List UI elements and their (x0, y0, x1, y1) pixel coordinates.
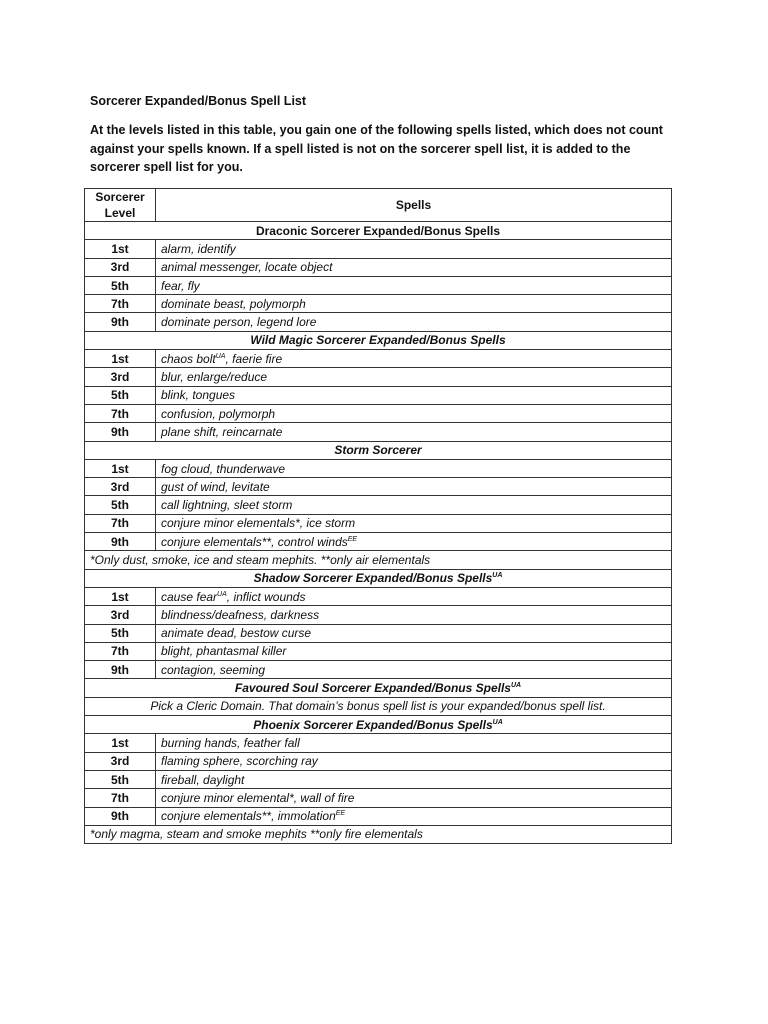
spells-cell: confusion, polymorph (156, 404, 672, 422)
table-row (85, 752, 672, 770)
level-cell: 9th (85, 533, 156, 551)
level-cell: 1st (85, 459, 156, 477)
spell-text: , inflict wounds (226, 589, 306, 604)
spell-text: conjure elementals**, immolation (161, 809, 336, 824)
section-row (85, 222, 672, 240)
table-row (85, 295, 672, 313)
spells-cell: blur, enlarge/reduce (156, 368, 672, 386)
section-row (85, 569, 672, 587)
footnote-phoenix: *only magma, steam and smoke mephits **only fire elementals (85, 825, 672, 843)
level-cell: 3rd (85, 752, 156, 770)
table-row (85, 734, 672, 752)
document-title: Sorcerer Expanded/Bonus Spell List (90, 94, 307, 108)
spells-cell: dominate beast, polymorph (156, 295, 672, 313)
table-row (85, 661, 672, 679)
spells-cell (156, 587, 672, 605)
spells-cell: gust of wind, levitate (156, 478, 672, 496)
table-row (85, 496, 672, 514)
spells-cell: animate dead, bestow curse (156, 624, 672, 642)
level-cell: 9th (85, 313, 156, 331)
table-row (85, 386, 672, 404)
table-row (85, 624, 672, 642)
level-cell: 1st (85, 734, 156, 752)
spells-cell: conjure minor elemental*, wall of fire (156, 789, 672, 807)
source-superscript: UA (217, 590, 227, 598)
table-row (85, 258, 672, 276)
level-cell: 5th (85, 496, 156, 514)
section-title-text: Draconic Sorcerer Expanded/Bonus Spells (255, 223, 501, 238)
table-row (85, 642, 672, 660)
note-row (85, 825, 672, 843)
spells-cell: blight, phantasmal killer (156, 642, 672, 660)
spells-cell: blindness/deafness, darkness (156, 606, 672, 624)
spells-cell (156, 533, 672, 551)
level-cell: 9th (85, 423, 156, 441)
level-cell: 7th (85, 404, 156, 422)
section-title-draconic (85, 222, 672, 240)
spells-cell: contagion, seeming (156, 661, 672, 679)
section-title-text: Wild Magic Sorcerer Expanded/Bonus Spells (250, 333, 506, 348)
table-row (85, 368, 672, 386)
table-row (85, 770, 672, 788)
section-title-favoured-soul (85, 679, 672, 697)
spells-cell: alarm, identify (156, 240, 672, 258)
level-cell: 7th (85, 642, 156, 660)
spells-cell: flaming sphere, scorching ray (156, 752, 672, 770)
section-title-storm (85, 441, 672, 459)
spells-cell: dominate person, legend lore (156, 313, 672, 331)
table-row (85, 807, 672, 825)
source-superscript: UA (510, 682, 522, 690)
level-cell: 7th (85, 514, 156, 532)
favoured-soul-instruction: Pick a Cleric Domain. That domain’s bonus spell list is your expanded/bonus spell list. (85, 697, 672, 715)
spells-cell: burning hands, feather fall (156, 734, 672, 752)
table-row (85, 514, 672, 532)
header-level-line1: Sorcerer (95, 190, 145, 204)
spells-cell (156, 807, 672, 825)
header-sorcerer-level (85, 189, 156, 222)
section-title-text: Shadow Sorcerer Expanded/Bonus Spells (253, 571, 493, 586)
level-cell: 9th (85, 661, 156, 679)
level-cell: 7th (85, 295, 156, 313)
spell-text: cause fear (161, 589, 218, 604)
level-cell: 3rd (85, 478, 156, 496)
spells-cell: fog cloud, thunderwave (156, 459, 672, 477)
section-row (85, 331, 672, 349)
section-title-text: Phoenix Sorcerer Expanded/Bonus Spells (253, 717, 493, 732)
level-cell: 1st (85, 240, 156, 258)
spells-cell: call lightning, sleet storm (156, 496, 672, 514)
table-row (85, 789, 672, 807)
section-row (85, 679, 672, 697)
section-title-wild-magic (85, 331, 672, 349)
level-cell: 7th (85, 789, 156, 807)
table-row (85, 404, 672, 422)
source-superscript: EE (347, 535, 358, 543)
spells-cell: animal messenger, locate object (156, 258, 672, 276)
table-row (85, 240, 672, 258)
section-title-text: Storm Sorcerer (334, 443, 422, 458)
source-superscript: EE (335, 810, 346, 818)
table-row (85, 350, 672, 368)
section-title-phoenix (85, 716, 672, 734)
level-cell: 1st (85, 587, 156, 605)
spell-text: conjure elementals**, control winds (161, 534, 348, 549)
level-cell: 3rd (85, 606, 156, 624)
spells-cell: fear, fly (156, 276, 672, 294)
spells-cell (156, 350, 672, 368)
level-cell: 3rd (85, 258, 156, 276)
level-cell: 9th (85, 807, 156, 825)
header-spells: Spells (156, 189, 672, 222)
level-cell: 5th (85, 624, 156, 642)
section-row (85, 441, 672, 459)
section-title-shadow (85, 569, 672, 587)
intro-paragraph: At the levels listed in this table, you gain one of the following spells listed, which does not count against your spells known. If a spell listed is not on the sorcerer spell list, it is added to the sorcerer spell list for you. (90, 123, 663, 174)
level-cell: 1st (85, 350, 156, 368)
source-superscript: UA (492, 572, 503, 580)
pick-row (85, 697, 672, 715)
table-row (85, 313, 672, 331)
header-level-line2: Level (104, 206, 136, 220)
note-row (85, 551, 672, 569)
level-cell: 5th (85, 276, 156, 294)
table-row (85, 587, 672, 605)
level-cell: 5th (85, 770, 156, 788)
table-row (85, 606, 672, 624)
spells-cell: conjure minor elementals*, ice storm (156, 514, 672, 532)
table-row (85, 533, 672, 551)
spell-text: chaos bolt (161, 351, 216, 366)
spells-cell: plane shift, reincarnate (156, 423, 672, 441)
table-row (85, 276, 672, 294)
level-cell: 5th (85, 386, 156, 404)
table-header-row (85, 189, 672, 222)
spells-cell: fireball, daylight (156, 770, 672, 788)
footnote-storm: *Only dust, smoke, ice and steam mephits. **only air elementals (85, 551, 672, 569)
section-row (85, 716, 672, 734)
table-row (85, 478, 672, 496)
level-cell: 3rd (85, 368, 156, 386)
table-row (85, 423, 672, 441)
source-superscript: UA (215, 352, 226, 360)
section-title-text: Favoured Soul Sorcerer Expanded/Bonus Spells (234, 681, 511, 696)
table-row (85, 459, 672, 477)
spells-cell: blink, tongues (156, 386, 672, 404)
spell-text: , faerie fire (225, 351, 283, 366)
spell-table (84, 188, 672, 844)
source-superscript: UA (492, 718, 503, 726)
